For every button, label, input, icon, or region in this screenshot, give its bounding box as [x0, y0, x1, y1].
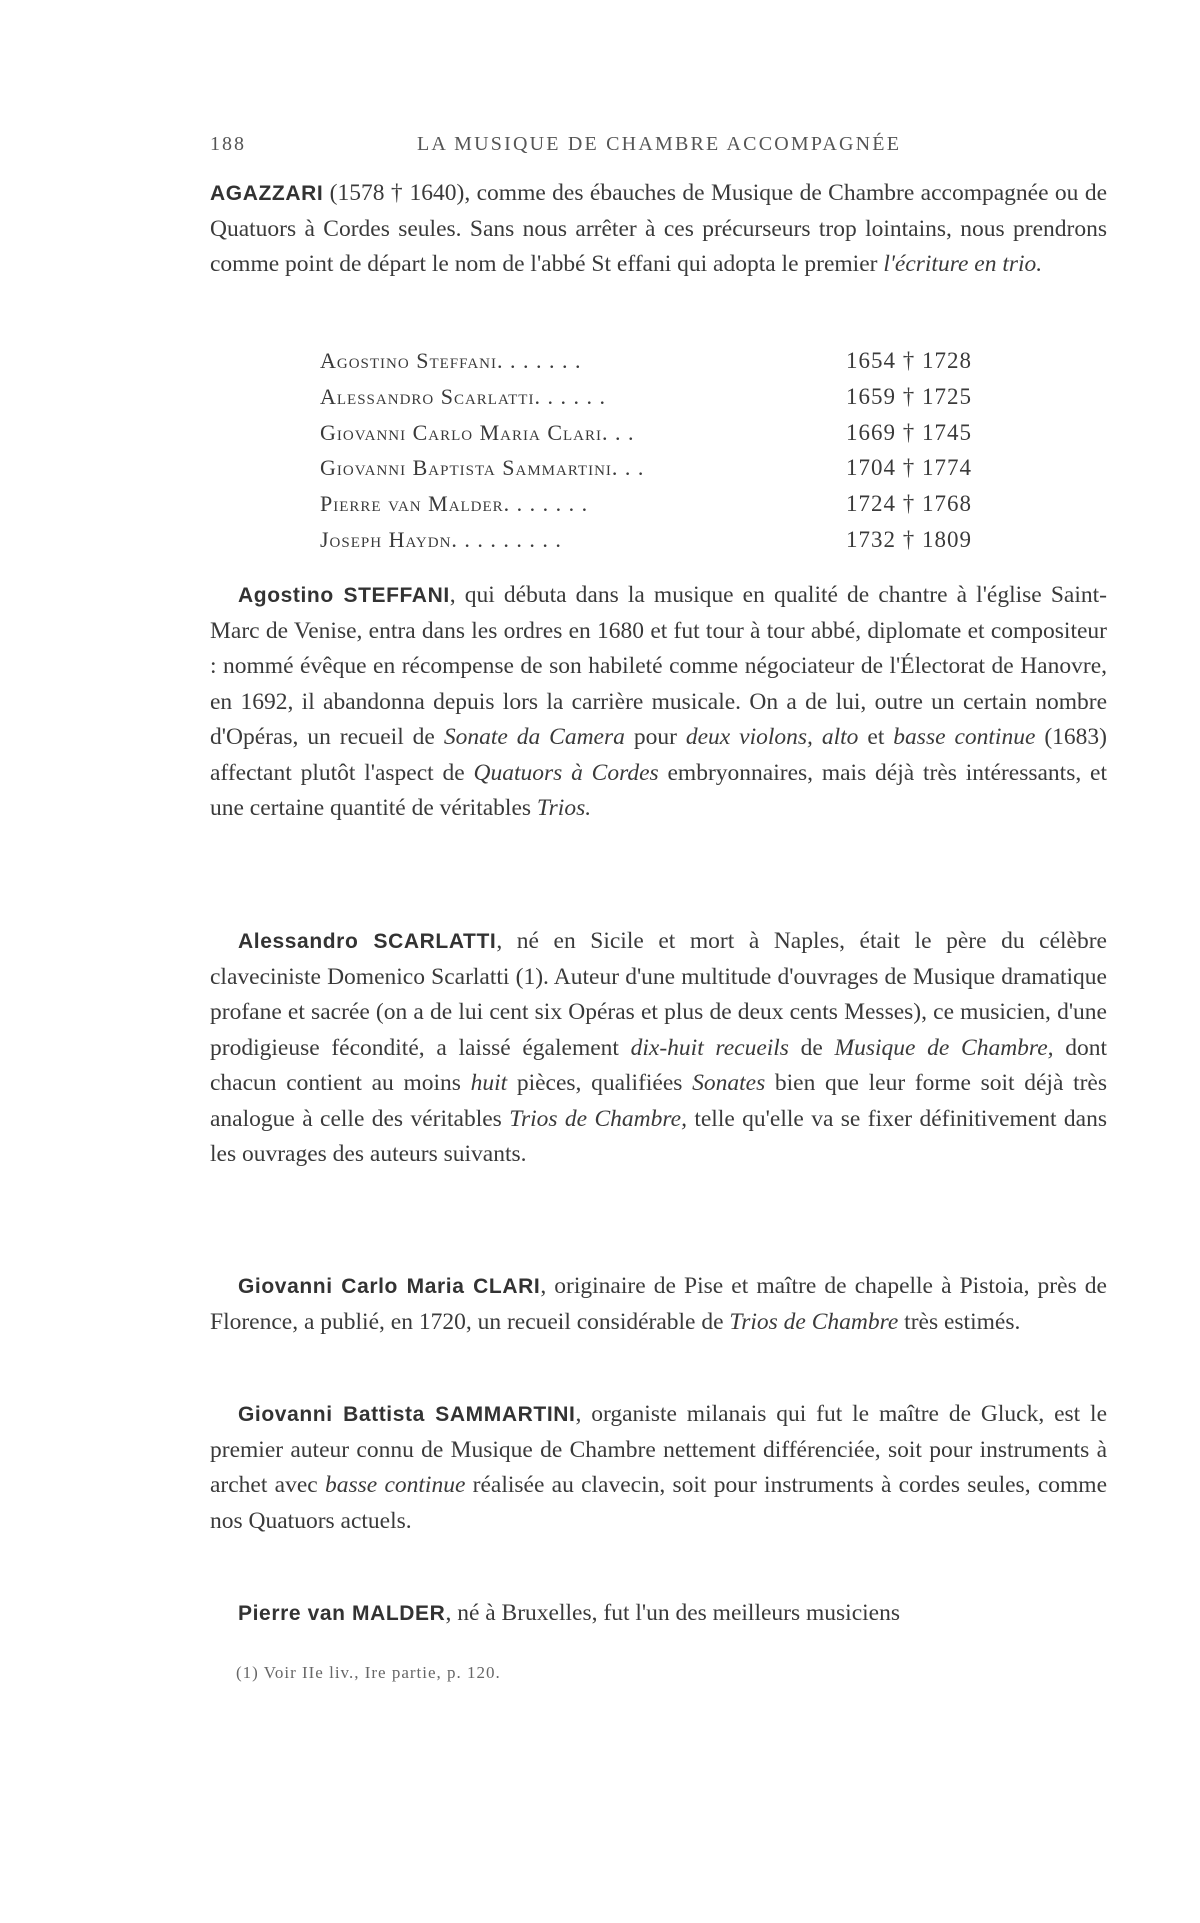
paragraph-steffani [210, 578, 1107, 827]
composer-list [320, 343, 1040, 558]
paragraph-clari [210, 1269, 1107, 1340]
intro-text: (1578 † 1640), comme des ébauches de Musique de Chambre accompagnée ou de Quatuors à Cordes seules. Sans nous arrêter à ces précurseurs trop lointains, nous prendrons comme point de départ le nom de l'abbé St effani qui adopta le premier [210, 180, 1107, 277]
composer-name: Alessandro Scarlatti. . . . . . [320, 383, 606, 409]
paragraph-text: très estimés. [898, 1308, 1021, 1335]
page-number: 188 [210, 133, 246, 155]
intro-italic: l'écriture en trio. [883, 251, 1043, 277]
footnote: (1) Voir IIe liv., Ire partie, p. 120. [236, 1663, 501, 1682]
composer-name: Giovanni Carlo Maria Clari. . . [320, 419, 635, 445]
italic-text: Quatuors à Cordes [473, 759, 659, 786]
paragraph-text: pièces, qualifiées [507, 1070, 693, 1096]
paragraph-text: dont chacun contient au moins [210, 1034, 1107, 1096]
italic-text: Trios de Chambre [729, 1308, 899, 1335]
italic-text: Musique de Chambre, [834, 1034, 1054, 1061]
paragraph-text: , originaire de Pise et maître de chapelle à Pistoia, près de Florence, a publié, en 1720, un recueil considérable de [210, 1273, 1107, 1335]
paragraph-text: pour [624, 724, 686, 750]
paragraph-text: bien que leur forme soit déjà très analogue à celle des véritables [210, 1070, 1107, 1132]
italic-text: Trios. [536, 795, 592, 821]
italic-text: deux violons, alto [685, 724, 859, 750]
composer-dates: 1669 † 1745 [846, 419, 972, 445]
italic-text: Sonates [692, 1070, 766, 1096]
paragraph-text: embryonnaires, mais déjà très intéressants, et une certaine quantité de véritables [210, 759, 1107, 821]
paragraph-malder [210, 1596, 1107, 1632]
paragraph-text: (1683) affectant plutôt l'aspect de [210, 724, 1107, 786]
composer-row [320, 522, 1040, 558]
paragraph-text: de [788, 1034, 835, 1061]
composer-dates: 1659 † 1725 [846, 383, 972, 409]
paragraph-text: et [858, 724, 894, 750]
composer-dates: 1724 † 1768 [846, 491, 972, 517]
composer-name: Agostino Steffani. . . . . . . [320, 348, 582, 373]
paragraph-text: , organiste milanais qui fut le maître de Gluck, est le premier auteur connu de Musique de Chambre nettement différenciée, soit pour instruments à archet avec [210, 1401, 1107, 1498]
lead-name: Pierre van MALDER [238, 1602, 446, 1625]
lead-name: Agostino STEFFANI [238, 584, 450, 607]
composer-row [320, 415, 1040, 451]
composer-dates: 1732 † 1809 [846, 526, 972, 552]
italic-text: basse continue [893, 724, 1036, 750]
composer-name: Pierre van Malder. . . . . . . [320, 491, 589, 517]
composer-dates: 1704 † 1774 [846, 455, 972, 481]
composer-name: Giovanni Baptista Sammartini. . . [320, 455, 645, 481]
lead-name: Giovanni Battista SAMMARTINI [238, 1403, 576, 1426]
composer-row [320, 486, 1040, 522]
paragraph-text: , qui débuta dans la musique en qualité de chantre à l'église Saint-Marc de Venise, entra dans les ordres en 1680 et fut tour à tour abbé, diplomate et compositeur : nommé évêque en récompense de son habileté comme négociateur de l'Électorat de Hanovre, en 1692, il abandonna depuis lors la carrière musicale. On a de lui, outre un certain nombre d'Opéras, un recueil de [210, 582, 1107, 750]
italic-text: basse continue [324, 1472, 466, 1498]
intro-paragraph [210, 176, 1107, 283]
italic-text: Sonate da Camera [443, 724, 625, 750]
composer-row [320, 379, 1040, 415]
paragraph-text: telle qu'elle va se fixer définitivement dans les ouvrages des auteurs suivants. [210, 1105, 1107, 1167]
composer-row [320, 450, 1040, 486]
italic-text: Trios de Chambre, [509, 1105, 687, 1132]
paragraph-text: , né à Bruxelles, fut l'un des meilleurs musiciens [445, 1600, 900, 1626]
lead-name: Giovanni Carlo Maria CLARI [238, 1275, 541, 1298]
composer-dates: 1654 † 1728 [846, 348, 972, 373]
running-title: LA MUSIQUE DE CHAMBRE ACCOMPAGNÉE [417, 133, 902, 155]
composer-row [320, 343, 1040, 379]
italic-text: dix-huit recueils [630, 1034, 789, 1061]
paragraph-text: réalisée au clavecin, soit pour instruments à cordes seules, comme nos Quatuors actuels. [210, 1472, 1108, 1534]
paragraph-sammartini [210, 1397, 1107, 1539]
lead-name: Alessandro SCARLATTI [238, 930, 497, 953]
intro-lead: AGAZZARI [210, 182, 324, 205]
paragraph-text: , né en Sicile et mort à Naples, était le père du célèbre claveciniste Domenico Scarlatti (1). Auteur d'une multitude d'ouvrages de Musique dramatique profane et sacrée (on a de lui cent six Opéras et plus de deux cents Messes), ce musicien, d'une prodigieuse fécondité, a laissé également [210, 928, 1107, 1061]
composer-name: Joseph Haydn. . . . . . . . . [320, 526, 562, 552]
paragraph-scarlatti [210, 924, 1107, 1173]
italic-text: huit [470, 1070, 508, 1096]
